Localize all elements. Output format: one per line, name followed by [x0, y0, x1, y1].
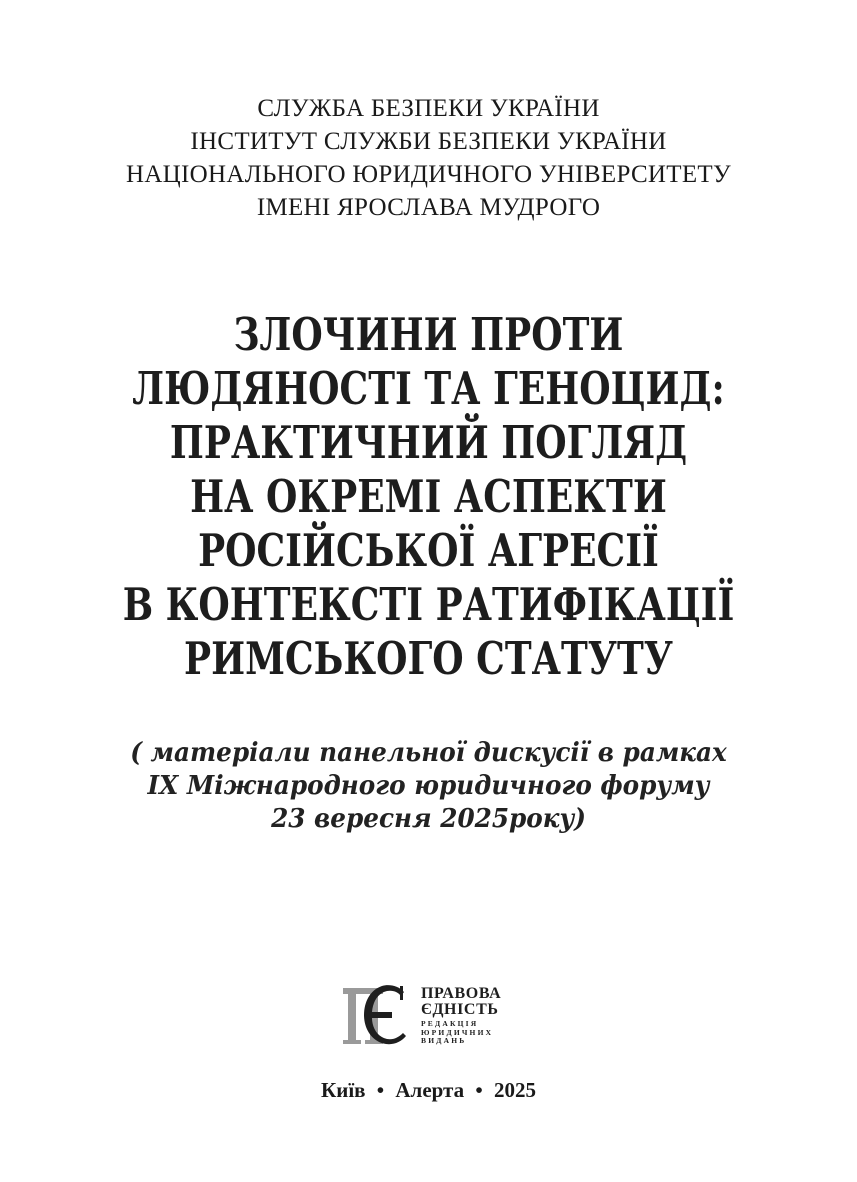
institution-line: ІНСТИТУТ СЛУЖБИ БЕЗПЕКИ УКРАЇНИ — [190, 128, 667, 155]
subtitle-line: ( матеріали панельної дискусії в рамках — [130, 738, 727, 768]
logo-tagline-line: РЕДАКЦІЯ — [421, 1019, 479, 1028]
imprint-publisher: Алерта — [395, 1078, 465, 1102]
logo-name-line: ЄДНІСТЬ — [421, 1001, 499, 1018]
institutions-block — [0, 92, 857, 224]
book-subtitle — [21, 737, 835, 836]
title-line: ПРАКТИЧНИЙ ПОГЛЯД — [169, 416, 688, 469]
pravova-yednist-logo-icon — [340, 982, 412, 1048]
imprint-year: 2025 — [493, 1078, 536, 1102]
title-line: НА ОКРЕМІ АСПЕКТИ — [190, 470, 667, 523]
title-line: В КОНТЕКСТІ РАТИФІКАЦІЇ — [122, 578, 735, 631]
publisher-logo — [340, 982, 520, 1052]
imprint-separator: • — [475, 1078, 483, 1102]
subtitle-line: 23 вересня 2025року) — [271, 804, 586, 834]
imprint-separator: • — [376, 1078, 385, 1102]
book-title — [86, 308, 772, 686]
logo-tagline-line: ВИДАНЬ — [421, 1036, 467, 1045]
logo-wordmark — [421, 986, 501, 1046]
institution-line: ІМЕНІ ЯРОСЛАВА МУДРОГО — [256, 194, 601, 221]
institution-line: НАЦІОНАЛЬНОГО ЮРИДИЧНОГО УНІВЕРСИТЕТУ — [125, 161, 732, 188]
institution-line: СЛУЖБА БЕЗПЕКИ УКРАЇНИ — [257, 95, 600, 122]
logo-name-line: ПРАВОВА — [421, 985, 502, 1002]
title-line: РИМСЬКОГО СТАТУТУ — [184, 632, 673, 685]
imprint-line — [0, 1077, 857, 1103]
imprint-city: Київ — [321, 1078, 366, 1102]
title-line: ЗЛОЧИНИ ПРОТИ — [233, 308, 624, 361]
title-line: ЛЮДЯНОСТІ ТА ГЕНОЦИД: — [132, 362, 725, 415]
subtitle-line: IX Міжнародного юридичного форуму — [147, 771, 710, 801]
logo-tagline-line: ЮРИДИЧНИХ — [421, 1027, 494, 1037]
title-line: РОСІЙСЬКОЇ АГРЕСІЇ — [198, 524, 659, 577]
